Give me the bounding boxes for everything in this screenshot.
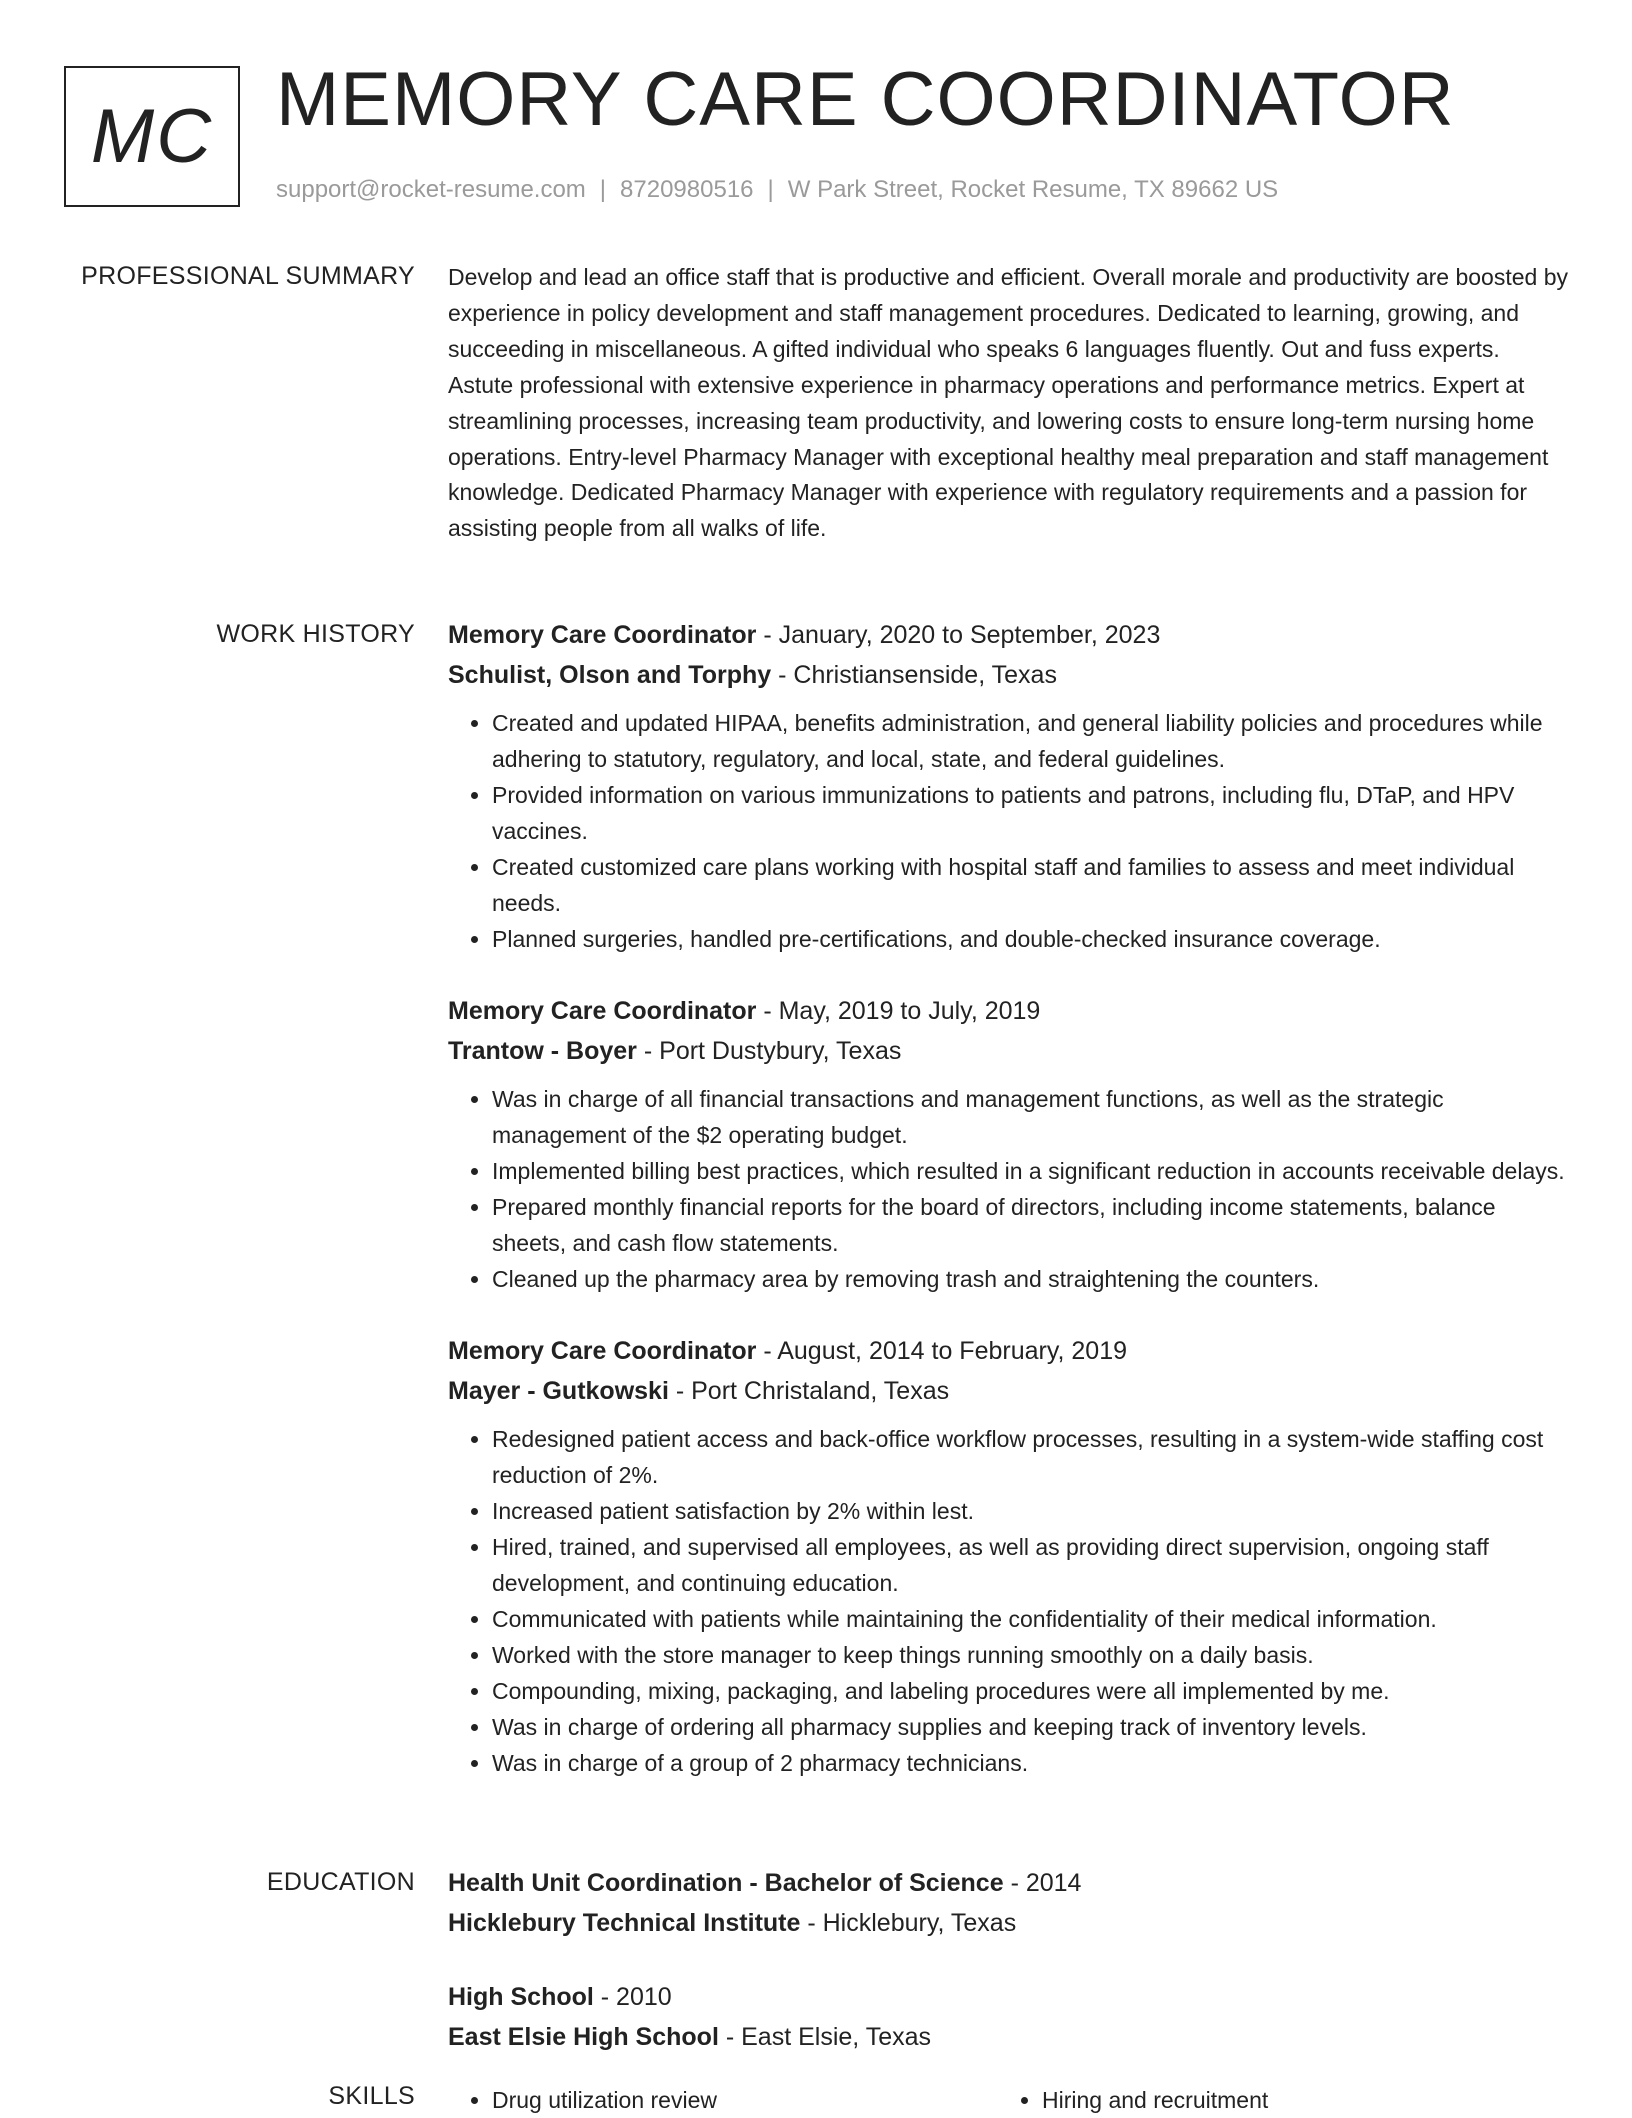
education-degree-line	[448, 1863, 1568, 1903]
job-company-line	[448, 655, 1568, 695]
job-company-line	[448, 1371, 1568, 1411]
education-degree: Health Unit Coordination - Bachelor of Science	[448, 1869, 1004, 1897]
education-entry	[448, 1977, 1568, 2057]
job-location: - Port Dustybury, Texas	[636, 1037, 902, 1065]
skills-column	[448, 2082, 998, 2118]
job-location: - Port Christaland, Texas	[668, 1377, 950, 1405]
job-title-line	[448, 991, 1568, 1031]
job-dates: - January, 2020 to September, 2023	[756, 621, 1161, 649]
job-role: Memory Care Coordinator	[448, 1337, 757, 1365]
job-bullet: • Hired, trained, and supervised all employees, as well as providing direct supervision, ongoing staff development, and continuing education.	[492, 1529, 1568, 1601]
job-company: Schulist, Olson and Torphy	[448, 661, 772, 689]
job-company-line	[448, 1031, 1568, 1071]
skill-item: • Hiring and recruitment	[1042, 2082, 1548, 2118]
job-entry	[448, 615, 1568, 957]
contact-separator: |	[599, 176, 607, 203]
education-school-line	[448, 1903, 1568, 1943]
job-title-line	[448, 1331, 1568, 1371]
job-bullet: • Was in charge of all financial transactions and management functions, as well as the strategic management of the $2 operating budget.	[492, 1081, 1568, 1153]
job-dates: - August, 2014 to February, 2019	[756, 1337, 1127, 1365]
education-location: - Hicklebury, Texas	[800, 1909, 1017, 1937]
job-role: Memory Care Coordinator	[448, 621, 757, 649]
job-bullets	[448, 1081, 1568, 1297]
job-title-line	[448, 615, 1568, 655]
job-bullet: • Compounding, mixing, packaging, and labeling procedures were all implemented by me.	[492, 1673, 1568, 1709]
job-bullet: • Increased patient satisfaction by 2% within lest.	[492, 1493, 1568, 1529]
job-location: - Christiansenside, Texas	[771, 661, 1057, 689]
job-entry	[448, 1331, 1568, 1781]
contact-phone: 8720980516	[620, 176, 754, 203]
job-bullet: • Cleaned up the pharmacy area by removing trash and straightening the counters.	[492, 1261, 1568, 1297]
job-bullet: • Created customized care plans working with hospital staff and families to assess and meet individual needs.	[492, 849, 1568, 921]
job-bullets	[448, 1421, 1568, 1781]
monogram: MC	[64, 66, 240, 207]
contact-line	[276, 176, 1278, 204]
job-company: Mayer - Gutkowski	[448, 1377, 669, 1405]
education-school: Hicklebury Technical Institute	[448, 1909, 801, 1937]
contact-address: W Park Street, Rocket Resume, TX 89662 US	[787, 176, 1279, 203]
contact-separator: |	[767, 176, 774, 203]
section-label: WORK HISTORY	[216, 620, 415, 648]
job-bullet: • Redesigned patient access and back-office workflow processes, resulting in a system-wide staffing cost reduction of 2%.	[492, 1421, 1568, 1493]
job-bullet: • Implemented billing best practices, which resulted in a significant reduction in accounts receivable delays.	[492, 1153, 1568, 1189]
education-location: - East Elsie, Texas	[718, 2023, 932, 2051]
job-bullet: • Planned surgeries, handled pre-certifications, and double-checked insurance coverage.	[492, 921, 1568, 957]
section-label: PROFESSIONAL SUMMARY	[81, 262, 415, 290]
section-label: EDUCATION	[266, 1868, 415, 1896]
job-bullet: • Worked with the store manager to keep things running smoothly on a daily basis.	[492, 1637, 1568, 1673]
job-role: Memory Care Coordinator	[448, 997, 757, 1025]
job-dates: - May, 2019 to July, 2019	[756, 997, 1041, 1025]
resume-title: MEMORY CARE COORDINATOR	[276, 57, 1455, 142]
skill-item: • Drug utilization review	[492, 2082, 998, 2118]
job-bullet: • Was in charge of a group of 2 pharmacy technicians.	[492, 1745, 1568, 1781]
education-degree-line	[448, 1977, 1568, 2017]
section-label: SKILLS	[328, 2082, 415, 2110]
job-bullet: • Prepared monthly financial reports for the board of directors, including income statements, balance sheets, and cash flow statements.	[492, 1189, 1568, 1261]
education-school: East Elsie High School	[448, 2023, 719, 2051]
job-company: Trantow - Boyer	[448, 1037, 637, 1065]
job-bullet: • Created and updated HIPAA, benefits administration, and general liability policies and procedures while adhering to statutory, regulatory, and local, state, and federal guidelines.	[492, 705, 1568, 777]
job-bullets	[448, 705, 1568, 957]
contact-email: support@rocket-resume.com	[276, 176, 586, 203]
summary-text: Develop and lead an office staff that is productive and efficient. Overall morale and productivity are boosted by experience in policy development and staff management procedures. Dedicated to learning, growing, and succeeding in miscellaneous. A gifted individual who speaks 6 languages fluently. Out and fuss experts. Astute professional with extensive experience in pharmacy operations and performance metrics. Expert at streamlining processes, increasing team productivity, and lowering costs to ensure long-term nursing home operations. Entry-level Pharmacy Manager with exceptional healthy meal preparation and staff management knowledge. Dedicated Pharmacy Manager with experience with regulatory requirements and a passion for assisting people from all walks of life.	[448, 264, 1569, 542]
skills-column	[998, 2082, 1548, 2118]
education-school-line	[448, 2017, 1568, 2057]
education-degree: High School	[448, 1983, 594, 2011]
job-bullet: • Provided information on various immunizations to patients and patrons, including flu, DTaP, and HPV vaccines.	[492, 777, 1568, 849]
job-bullet: • Communicated with patients while maintaining the confidentiality of their medical information.	[492, 1601, 1568, 1637]
job-entry	[448, 991, 1568, 1297]
job-bullet: • Was in charge of ordering all pharmacy supplies and keeping track of inventory levels.	[492, 1709, 1568, 1745]
education-year: - 2010	[593, 1983, 672, 2011]
education-entry	[448, 1863, 1568, 1943]
education-year: - 2014	[1003, 1869, 1082, 1897]
